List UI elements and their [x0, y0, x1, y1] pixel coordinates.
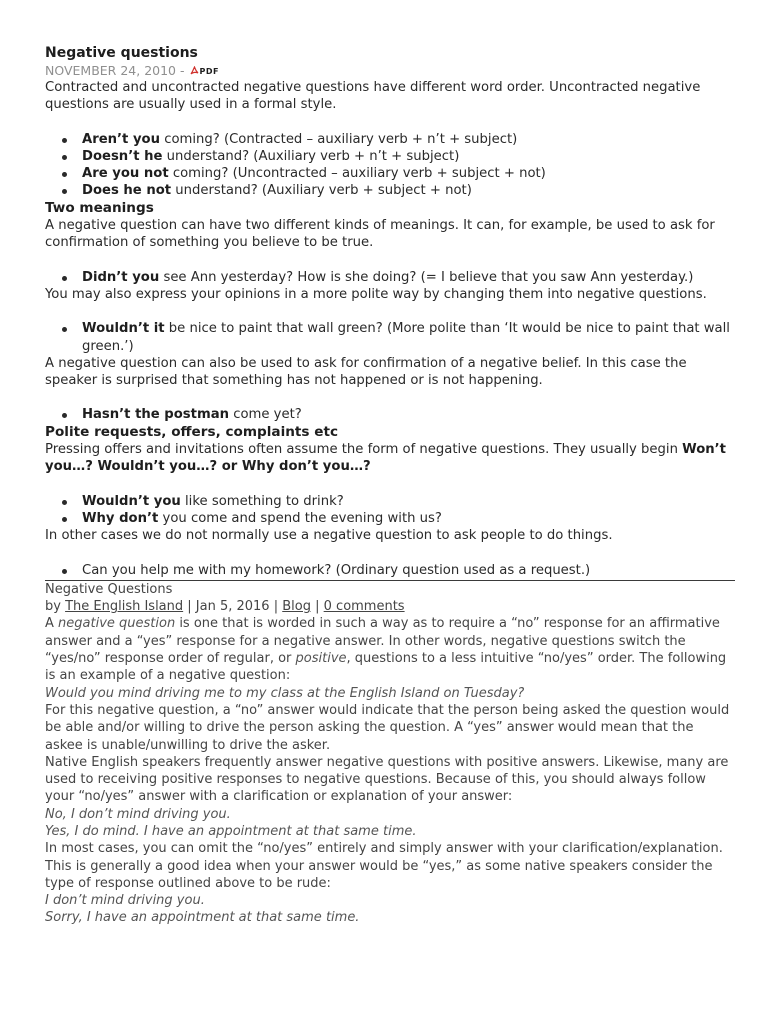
list-item: Didn’t you see Ann yesterday? How is she doing? (= I believe that you saw Ann yesterday.)	[82, 269, 735, 286]
heading-polite-requests: Polite requests, offers, complaints etc	[45, 423, 339, 440]
second-article-title: Negative Questions	[45, 581, 173, 597]
list-item: Can you help me with my homework? (Ordinary question used as a request.)	[82, 562, 735, 579]
list-item: Wouldn’t you like something to drink?	[82, 493, 735, 510]
two-meanings-paragraph: A negative question can have two different kinds of meanings. It can, for example, be used to ask for confirmation of something you believe to be true.	[45, 218, 715, 251]
example-list-5	[45, 493, 735, 528]
list-item: Why don’t you come and spend the evening with us?	[82, 510, 735, 527]
definition-paragraph: A negative question is one that is worded in such a way as to require a “no” response for an affirmative answer and a “yes” response for a negative answer. In other words, negative questions switch the “yes/no” response order of regular, or positive, questions to a less intuitive “no/yes” order. The following is an example of a negative question:	[45, 616, 727, 684]
answer-line: Sorry, I have an appointment at that same time.	[45, 910, 360, 926]
example-list-2	[45, 269, 735, 286]
example-list-3	[45, 320, 735, 355]
pdf-link[interactable]	[190, 66, 218, 77]
list-item: Hasn’t the postman come yet?	[82, 406, 735, 423]
author-link[interactable]: The English Island	[65, 599, 184, 615]
requests-paragraph: Pressing offers and invitations often assume the form of negative questions. They usually begin Won’t you…? Wouldn’t you…? or Why don’t you…?	[45, 442, 726, 475]
negative-belief-paragraph: A negative question can also be used to ask for confirmation of a negative belief. In this case the speaker is surprised that something has not happened or is not happening.	[45, 355, 687, 389]
category-link[interactable]: Blog	[282, 599, 311, 615]
list-item: Are you not coming? (Uncontracted – auxiliary verb + subject + not)	[82, 165, 735, 182]
document-page	[45, 44, 735, 927]
heading-two-meanings: Two meanings	[45, 199, 154, 216]
list-item: Does he not understand? (Auxiliary verb + subject + not)	[82, 182, 735, 199]
example-list-6	[45, 562, 735, 579]
list-item: Wouldn’t it be nice to paint that wall green? (More polite than ‘It would be nice to paint that wall green.’)	[82, 320, 735, 355]
byline: by The English Island | Jan 5, 2016 | Blog | 0 comments	[45, 599, 405, 615]
other-cases-paragraph: In other cases we do not normally use a negative question to ask people to do things.	[45, 528, 613, 544]
polite-paragraph: You may also express your opinions in a more polite way by changing them into negative questions.	[45, 286, 707, 302]
intro-paragraph: Contracted and uncontracted negative questions have different word order. Uncontracted negative questions are usually used in a formal style.	[45, 80, 701, 113]
comments-link[interactable]: 0 comments	[323, 599, 405, 615]
pdf-label: PDF	[199, 67, 219, 76]
pdf-icon	[190, 66, 199, 75]
article-meta	[45, 62, 735, 79]
explanation-paragraph: For this negative question, a “no” answer would indicate that the person being asked the question would be able and/or willing to drive the person asking the question. A “yes” answer would mean that the askee is unable/unwilling to drive the asker.	[45, 702, 730, 753]
answer-line: No, I don’t mind driving you.	[45, 806, 231, 822]
omit-paragraph: In most cases, you can omit the “no/yes” entirely and simply answer with your clarification/explanation. This is generally a good idea when your answer would be “yes,” as some native speakers consider the type of response outlined above to be rude:	[45, 841, 723, 891]
example-list-4	[45, 406, 735, 423]
answer-line: Yes, I do mind. I have an appointment at that same time.	[45, 823, 417, 839]
answer-line: I don’t mind driving you.	[45, 893, 205, 909]
example-list-1	[45, 131, 735, 200]
article-date: NOVEMBER 24, 2010 -	[45, 63, 185, 78]
list-item: Aren’t you coming? (Contracted – auxiliary verb + n’t + subject)	[82, 131, 735, 148]
article-title: Negative questions	[45, 45, 198, 61]
second-article	[45, 581, 735, 927]
list-item: Doesn’t he understand? (Auxiliary verb + n’t + subject)	[82, 148, 735, 165]
native-speakers-paragraph: Native English speakers frequently answer negative questions with positive answers. Likewise, many are used to receiving positive responses to negative questions. Because of this, you should always follow your “no/yes” answer with a clarification or explanation of your answer:	[45, 754, 729, 805]
example-question: Would you mind driving me to my class at the English Island on Tuesday?	[45, 685, 525, 701]
